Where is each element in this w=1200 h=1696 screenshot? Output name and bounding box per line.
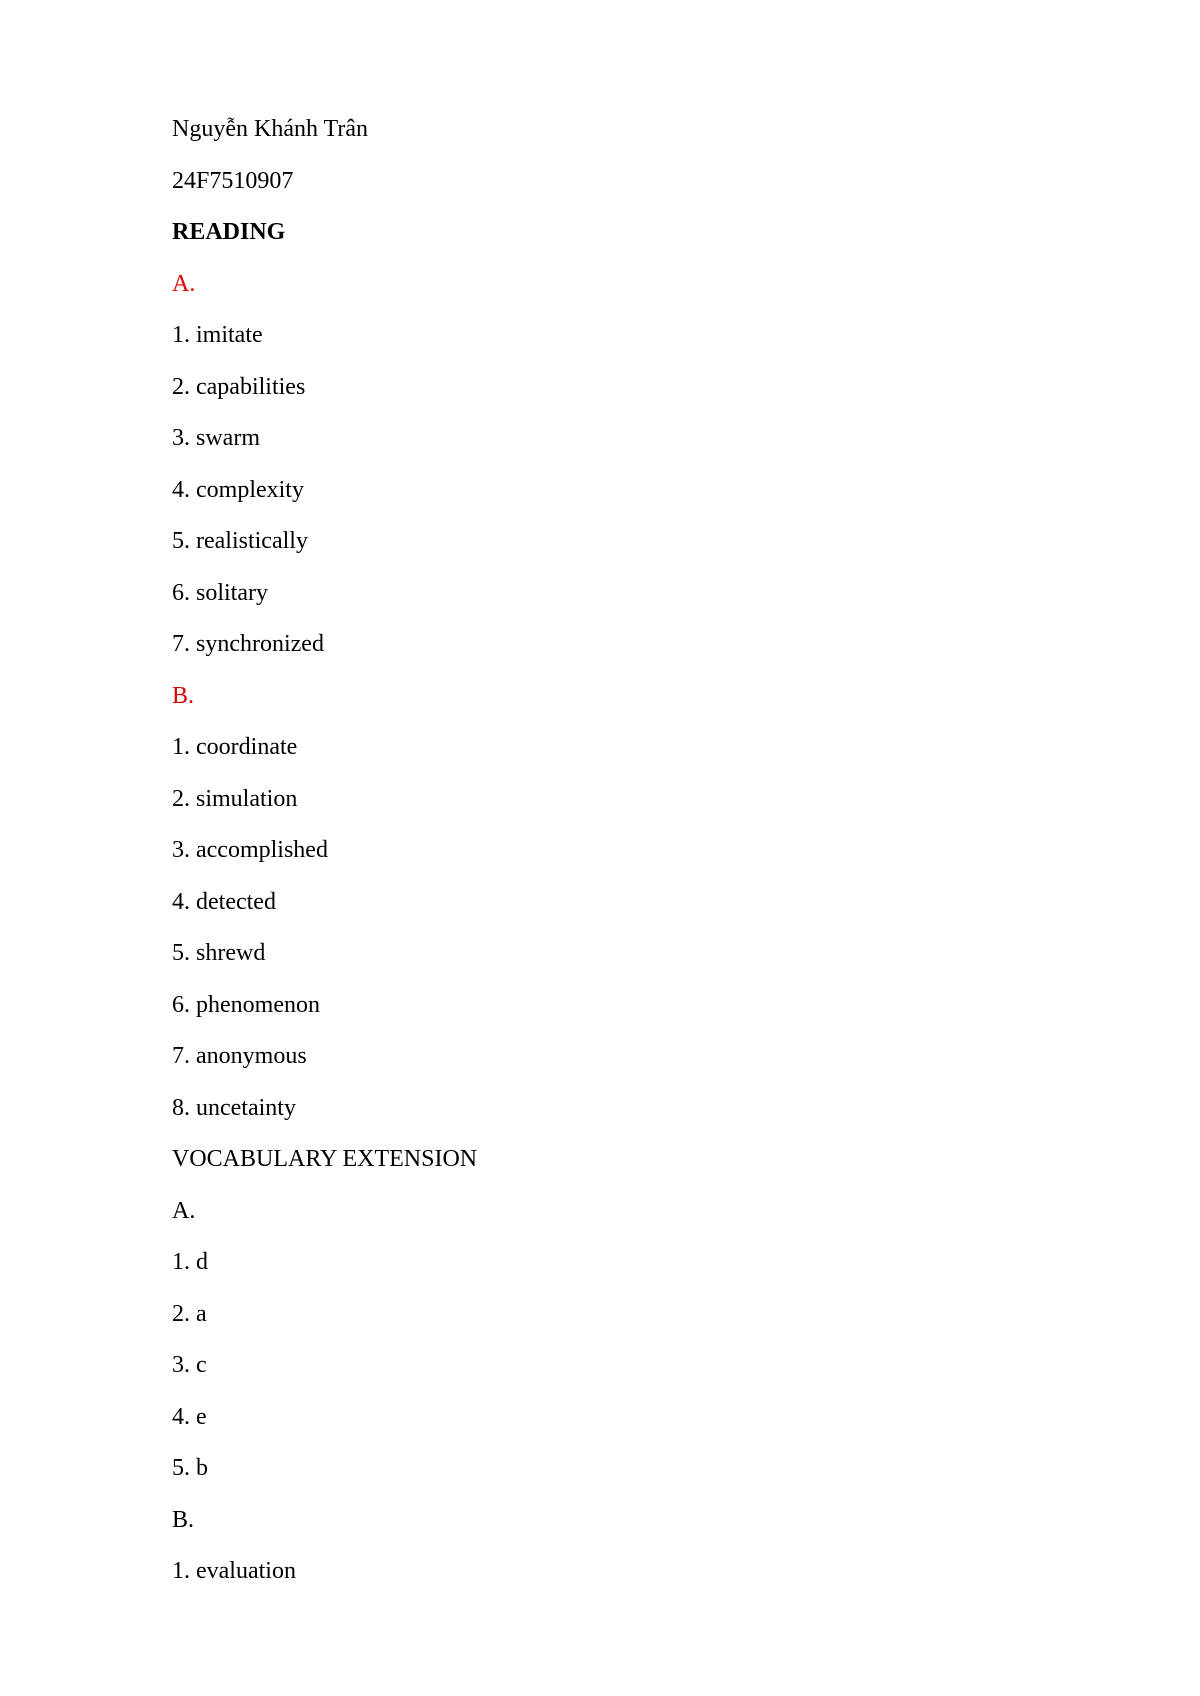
vocab-a-item-5: 5. b — [172, 1455, 208, 1481]
vocab-a-item-1: 1. d — [172, 1249, 208, 1275]
reading-section-b-label: B. — [172, 682, 195, 709]
reading-a-item-2: 2. capabilities — [172, 373, 306, 400]
reading-a-item-4: 4. complexity — [172, 476, 304, 503]
reading-a-item-3: 3. swarm — [172, 425, 260, 451]
reading-b-item-8: 8. uncetainty — [172, 1094, 296, 1121]
reading-b-item-6: 6. phenomenon — [172, 991, 320, 1018]
vocab-a-item-4: 4. e — [172, 1403, 207, 1430]
student-id: 24F7510907 — [172, 167, 294, 194]
vocab-b-item-1: 1. evaluation — [172, 1558, 296, 1584]
reading-a-item-6: 6. solitary — [172, 579, 268, 606]
reading-b-item-4: 4. detected — [172, 888, 276, 915]
reading-b-item-5: 5. shrewd — [172, 940, 266, 966]
vocabulary-extension-heading: VOCABULARY EXTENSION — [172, 1146, 478, 1172]
reading-a-item-7: 7. synchronized — [172, 631, 324, 657]
vocab-a-item-2: 2. a — [172, 1300, 207, 1327]
author-name: Nguyễn Khánh Trân — [172, 116, 368, 142]
reading-b-item-7: 7. anonymous — [172, 1043, 307, 1069]
vocab-section-a-label: A. — [172, 1197, 196, 1224]
vocab-a-item-3: 3. c — [172, 1352, 207, 1378]
reading-section-a-label: A. — [172, 270, 196, 297]
document-body — [172, 114, 1072, 1608]
reading-a-item-5: 5. realistically — [172, 528, 308, 554]
reading-b-item-1: 1. coordinate — [172, 734, 298, 760]
vocab-section-b-label: B. — [172, 1506, 195, 1533]
reading-b-item-3: 3. accomplished — [172, 837, 328, 863]
reading-heading: READING — [172, 219, 286, 245]
reading-b-item-2: 2. simulation — [172, 785, 298, 812]
reading-a-item-1: 1. imitate — [172, 322, 263, 348]
